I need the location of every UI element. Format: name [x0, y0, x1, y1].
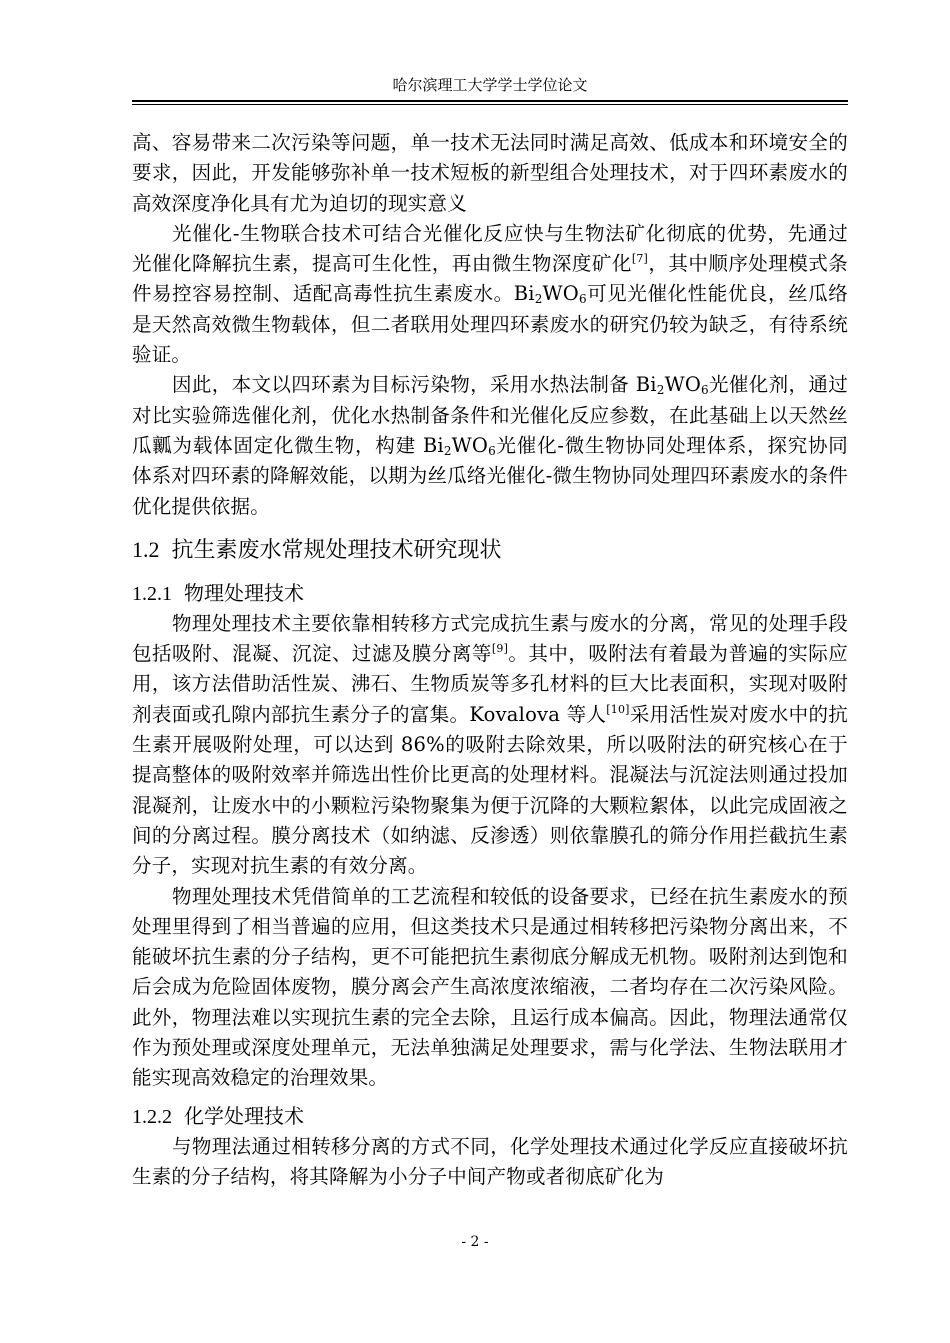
section-title: 抗生素废水常规处理技术研究现状 [171, 537, 502, 563]
text-run: 光催化剂，通过对比实验筛选催化剂，优化水热制备条件和光催化反应参数，在此基础上以天然丝瓜瓤为载体固定化微生物，构建 Bi [132, 373, 849, 457]
section-number: 1.2.2 [132, 1105, 172, 1128]
subscript: 6 [701, 383, 709, 398]
text-run: 因此，本文以四环素为目标污染物，采用水热法制备 Bi [172, 373, 657, 397]
text-run: 可见光催化性能优良，丝瓜络是天然高效微生物载体，但二者联用处理四环素废水的研究仍较为缺乏，有待系统验证。 [132, 282, 848, 367]
subscript: 2 [443, 443, 452, 458]
subscript: 6 [578, 292, 587, 307]
citation-ref: [10] [606, 702, 630, 716]
running-header: 哈尔滨理工大学学士学位论文 [392, 76, 588, 94]
section-title: 物理处理技术 [184, 580, 304, 605]
header-rule-thin [132, 104, 848, 105]
section-title: 化学处理技术 [184, 1103, 304, 1128]
paragraph-photocatalysis-bio [132, 219, 848, 370]
text-run: 采用活性炭对废水中的抗生素开展吸附处理，可以达到 86%的吸附去除效果，所以吸附法的研究核心在于提高整体的吸附效率并筛选出性价比更高的处理材料。混凝法与沉淀法则通过投加混凝剂，让废水中的小颗粒污染物聚集为便于沉降的大颗粒絮体，以此完成固液之间的分离过程。膜分离技术（如纳滤、反渗透）则依靠膜孔的筛分作用拦截抗生素分子，实现对抗生素的有效分离。 [132, 702, 849, 878]
section-number: 1.2 [132, 536, 160, 562]
paragraph-physical-limits: 物理处理技术凭借简单的工艺流程和较低的设备要求，已经在抗生素废水的预处理里得到了相当普遍的应用，但这类技术只是通过相转移把污染物分离出来，不能破坏抗生素的分子结构，更不可能把抗生素彻底分解成无机物。吸附剂达到饱和后会成为危险固体废物，膜分离会产生高浓度浓缩液，二者均存在二次污染风险。此外，物理法难以实现抗生素的完全去除，且运行成本偏高。因此，物理法通常仅作为预处理或深度处理单元，无法单独满足处理要求，需与化学法、生物法联用才能实现高效稳定的治理效果。 [132, 884, 848, 1090]
paragraph-study-aim [132, 370, 848, 521]
subscript: 6 [488, 443, 496, 458]
paragraph-physical-methods [132, 609, 848, 882]
citation-ref: [7] [631, 252, 649, 266]
section-number: 1.2.1 [132, 582, 172, 605]
text-run: 物理处理技术主要依靠相转移方式完成抗生素与废水的分离，常见的处理手段包括吸附、混凝、沉淀、过滤及膜分离等 [132, 611, 848, 666]
section-heading-1-2-1 [132, 579, 848, 608]
text-run: 光催化-微生物协同处理体系，探究协同体系对四环素的降解效能，以期为丝瓜络光催化-微生物协同处理四环素废水的条件优化提供依据。 [132, 433, 848, 518]
text-run: 。其中，吸附法有着最为普遍的实际应用，该方法借助活性炭、沸石、生物质炭等多孔材料的巨大比表面积，实现对吸附剂表面或孔隙内部抗生素分子的富集。Kovalova 等人 [132, 642, 848, 726]
subscript: 2 [534, 292, 543, 307]
text-run: WO [451, 433, 489, 457]
header-rule [132, 100, 848, 102]
text-run: WO [664, 373, 702, 397]
section-heading-1-2-2 [132, 1102, 848, 1131]
paragraph-chemical-methods: 与物理法通过相转移分离的方式不同，化学处理技术通过化学反应直接破坏抗生素的分子结构，将其降解为小分子中间产物或者彻底矿化为 [132, 1134, 848, 1188]
text-run: 光催化-生物联合技术可结合光催化反应快与生物法矿化彻底的优势，先通过光催化降解抗生素，提高可生化性，再由微生物深度矿化 [132, 221, 848, 276]
text-run: WO [542, 282, 579, 306]
page-body [132, 128, 848, 1192]
section-heading-1-2 [132, 535, 848, 566]
paragraph-continued: 高、容易带来二次污染等问题，单一技术无法同时满足高效、低成本和环境安全的要求，因此，开发能够弥补单一技术短板的新型组合处理技术，对于四环素废水的高效深度净化具有尤为迫切的现实意义 [132, 131, 848, 215]
citation-ref: [9] [491, 642, 509, 656]
text-run: ，其中顺序处理模式条件易控容易控制、适配高毒性抗生素废水。Bi [132, 252, 848, 306]
subscript: 2 [656, 383, 665, 398]
page-number: - 2 - [461, 1234, 489, 1250]
